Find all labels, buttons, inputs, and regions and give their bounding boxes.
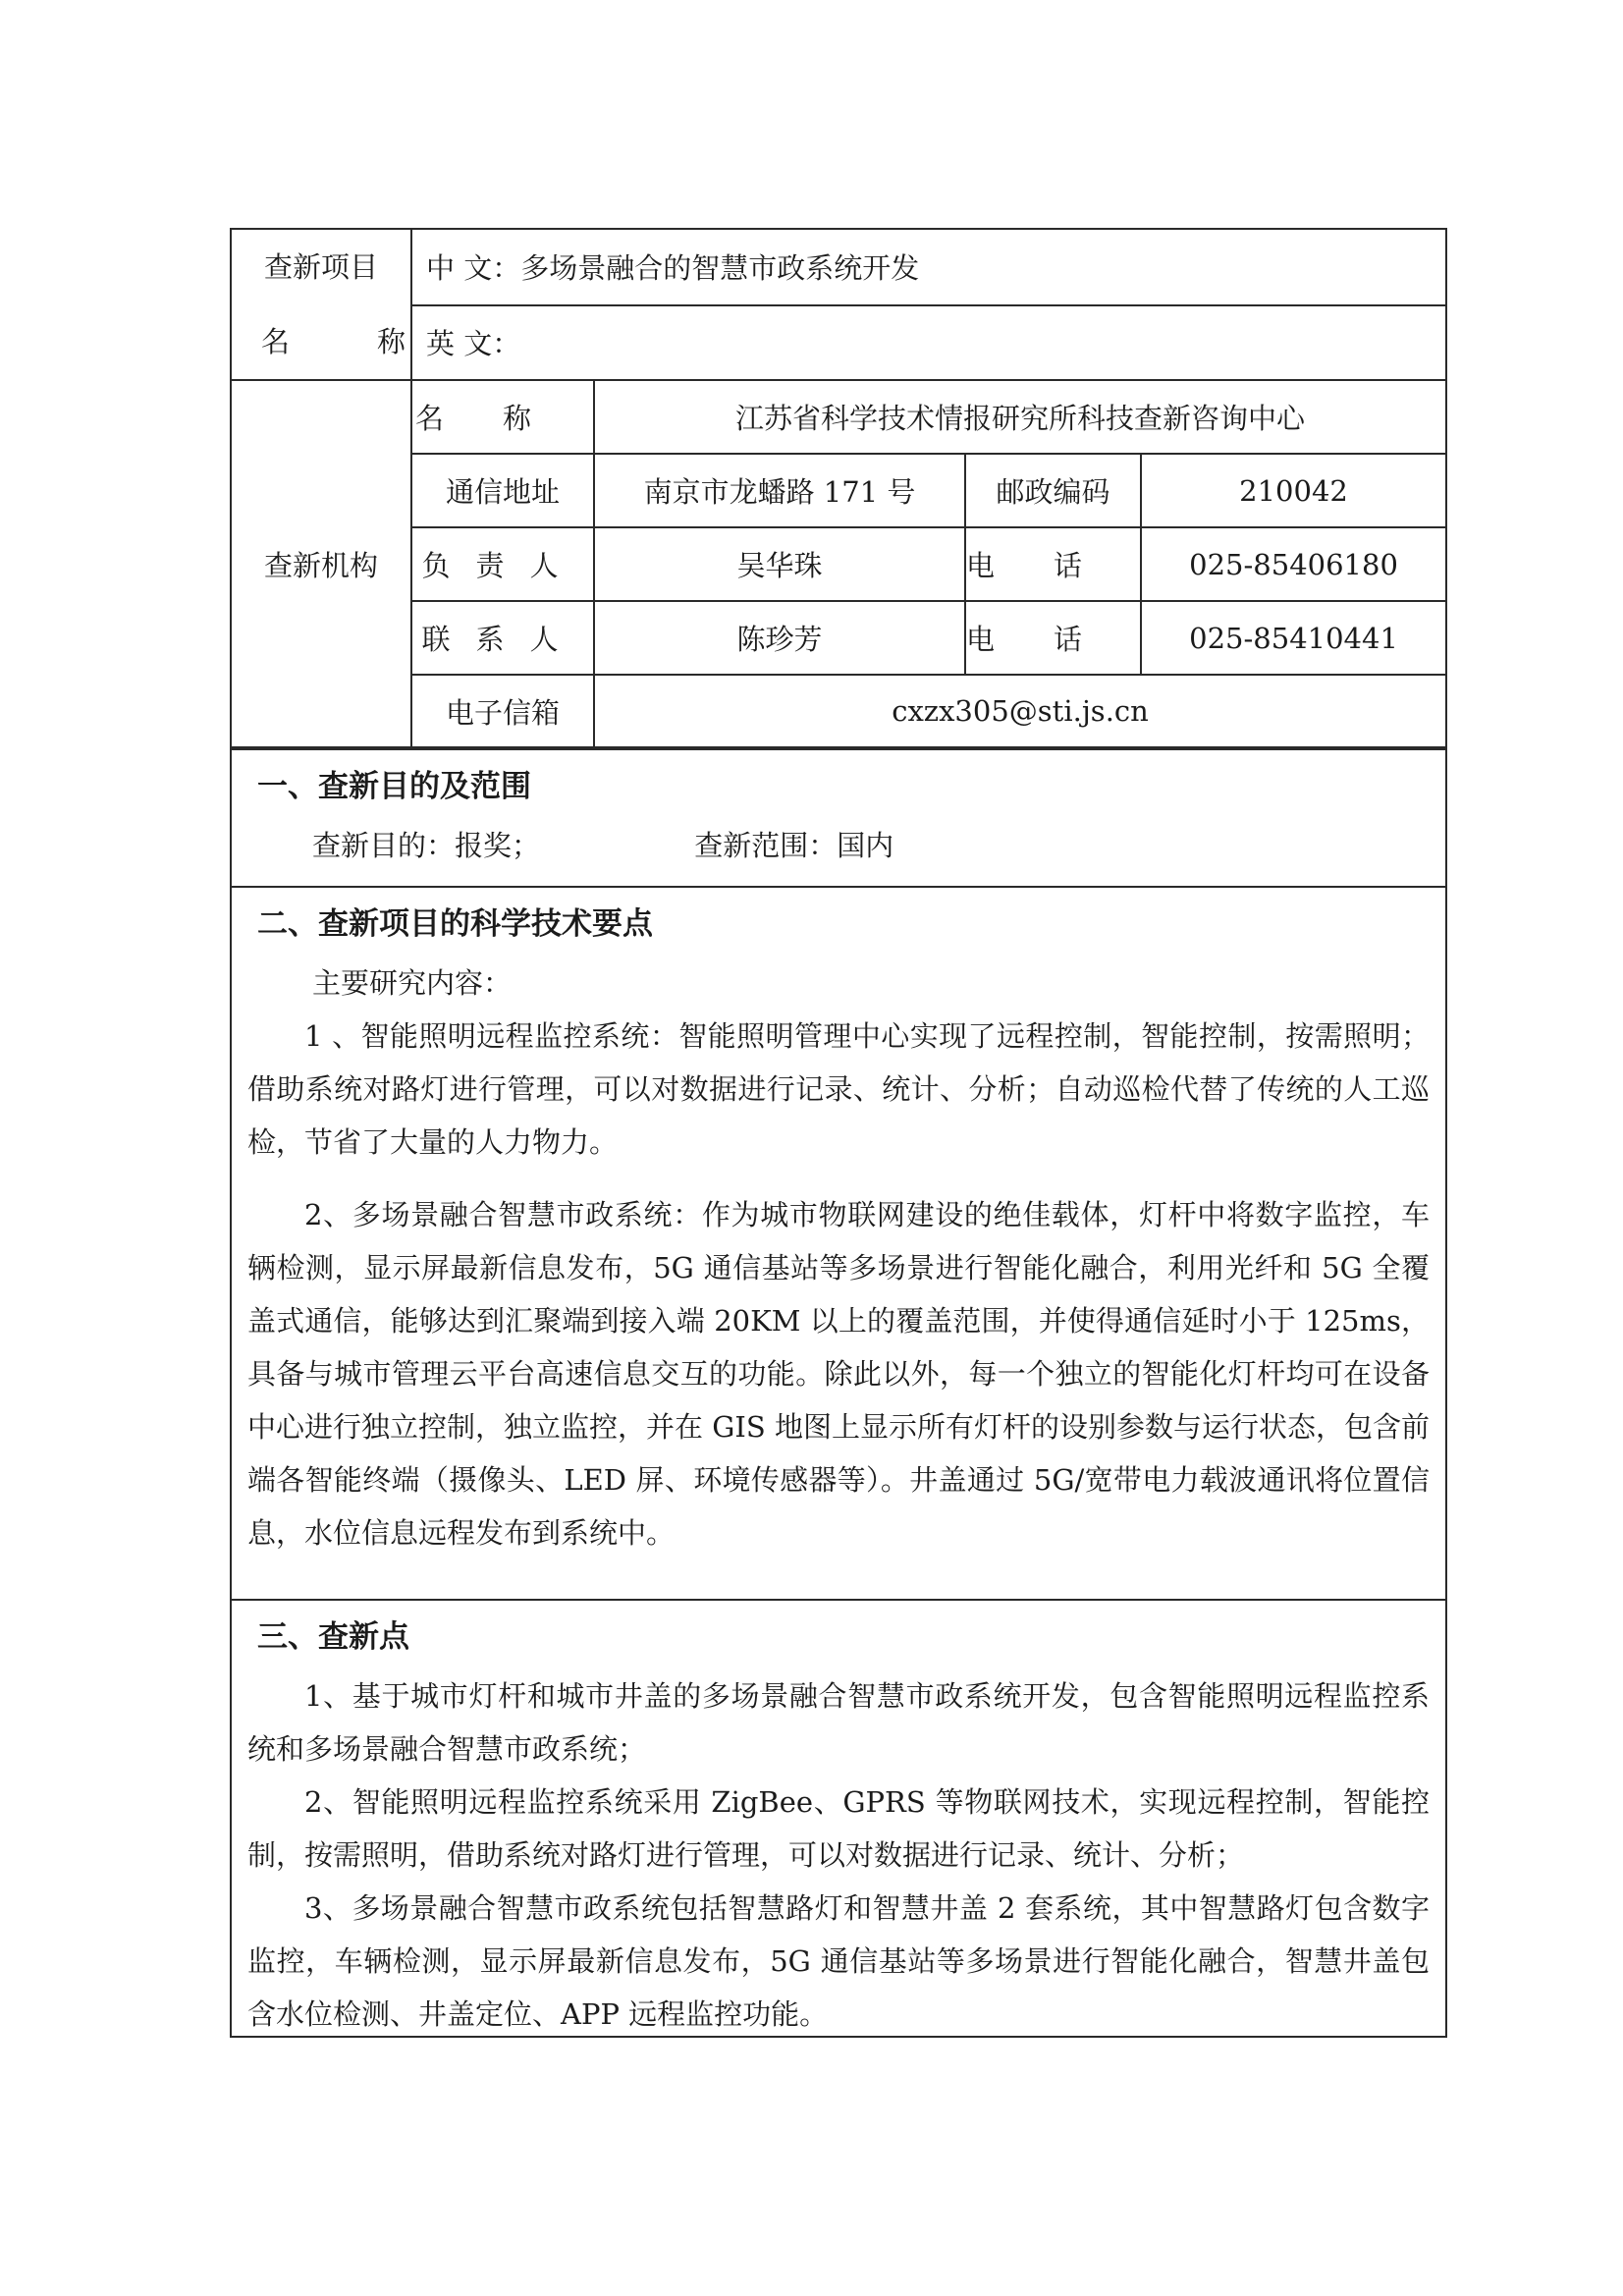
novelty-point-3: 3、多场景融合智慧市政系统包括智慧路灯和智慧井盖 2 套系统，其中智慧路灯包含数字监控，车辆检测，显示屏最新信息发布，5G 通信基站等多场景进行智能化融合，智慧井盖包含水位检测、井盖定位、APP 远程监控功能。 [247, 1891, 1430, 2031]
project-label-line2: 名 称 [261, 325, 436, 358]
research-point-2: 2、多场景融合智慧市政系统：作为城市物联网建设的绝佳载体，灯杆中将数字监控，车辆检测，显示屏最新信息发布，5G 通信基站等多场景进行智能化融合，利用光纤和 5G 全覆盖式通信，能够达到汇聚端到接入端 20KM 以上的覆盖范围，并使得通信延时小于 125ms，具备与城市管理云平台高速信息交互的功能。除此以外，每一个独立的智能化灯杆均可在设备中心进行独立控制，独立监控，并在 GIS 地图上显示所有灯杆的设别参数与运行状态，包含前端各智能终端（摄像头、LED 屏、环境传感器等）。井盖通过 5G/宽带电力载波通讯将位置信息，水位信息远程发布到系统中。 [247, 1198, 1430, 1550]
owner-phone-value: 025-85406180 [1141, 527, 1445, 601]
agency-name-label: 名称 [411, 380, 594, 454]
project-name-cn: 中 文：多场景融合的智慧市政系统开发 [411, 230, 1445, 305]
purpose-text: 查新目的：报奖； [312, 829, 541, 862]
section-purpose-scope [232, 748, 1445, 886]
postcode-label: 邮政编码 [965, 454, 1141, 527]
section1-title: 一、查新目的及范围 [257, 769, 531, 804]
address-label: 通信地址 [411, 454, 594, 527]
address-value: 南京市龙蟠路 171 号 [594, 454, 965, 527]
scope-text: 查新范围：国内 [694, 829, 894, 862]
project-label-line1: 查新项目 [263, 250, 378, 284]
section-technical-points [232, 886, 1445, 1599]
novelty-point-2: 2、智能照明远程监控系统采用 ZigBee、GPRS 等物联网技术，实现远程控制，智能控制，按需照明，借助系统对路灯进行管理，可以对数据进行记录、统计、分析； [247, 1785, 1430, 1872]
agency-name-value: 江苏省科学技术情报研究所科技查新咨询中心 [594, 380, 1445, 454]
novelty-point-1: 1、基于城市灯杆和城市井盖的多场景融合智慧市政系统开发，包含智能照明远程监控系统和多场景融合智慧市政系统； [247, 1679, 1430, 1766]
owner-label: 负责人 [411, 527, 594, 601]
postcode-value: 210042 [1141, 454, 1445, 527]
contact-value: 陈珍芳 [594, 601, 965, 675]
project-name-en: 英 文： [411, 305, 1445, 381]
owner-phone-label: 电话 [965, 527, 1141, 601]
novelty-search-form [230, 228, 1447, 2038]
contact-phone-label: 电话 [965, 601, 1141, 675]
owner-value: 吴华珠 [594, 527, 965, 601]
research-point-1: 1 、智能照明远程监控系统：智能照明管理中心实现了远程控制，智能控制，按需照明；借助系统对路灯进行管理，可以对数据进行记录、统计、分析；自动巡检代替了传统的人工巡检，节省了大量的人力物力。 [247, 1019, 1430, 1159]
section3-title: 三、查新点 [257, 1619, 409, 1655]
agency-label: 查新机构 [232, 380, 411, 747]
section-novelty-points [232, 1599, 1445, 2046]
info-table [232, 230, 1445, 748]
contact-label: 联系人 [411, 601, 594, 675]
email-value: cxzx305@sti.js.cn [594, 675, 1445, 747]
project-name-label [232, 230, 436, 380]
purpose-scope-line [247, 819, 1430, 872]
email-label: 电子信箱 [411, 675, 594, 747]
research-intro: 主要研究内容： [312, 966, 513, 1000]
contact-phone-value: 025-85410441 [1141, 601, 1445, 675]
section2-title: 二、查新项目的科学技术要点 [257, 906, 653, 942]
